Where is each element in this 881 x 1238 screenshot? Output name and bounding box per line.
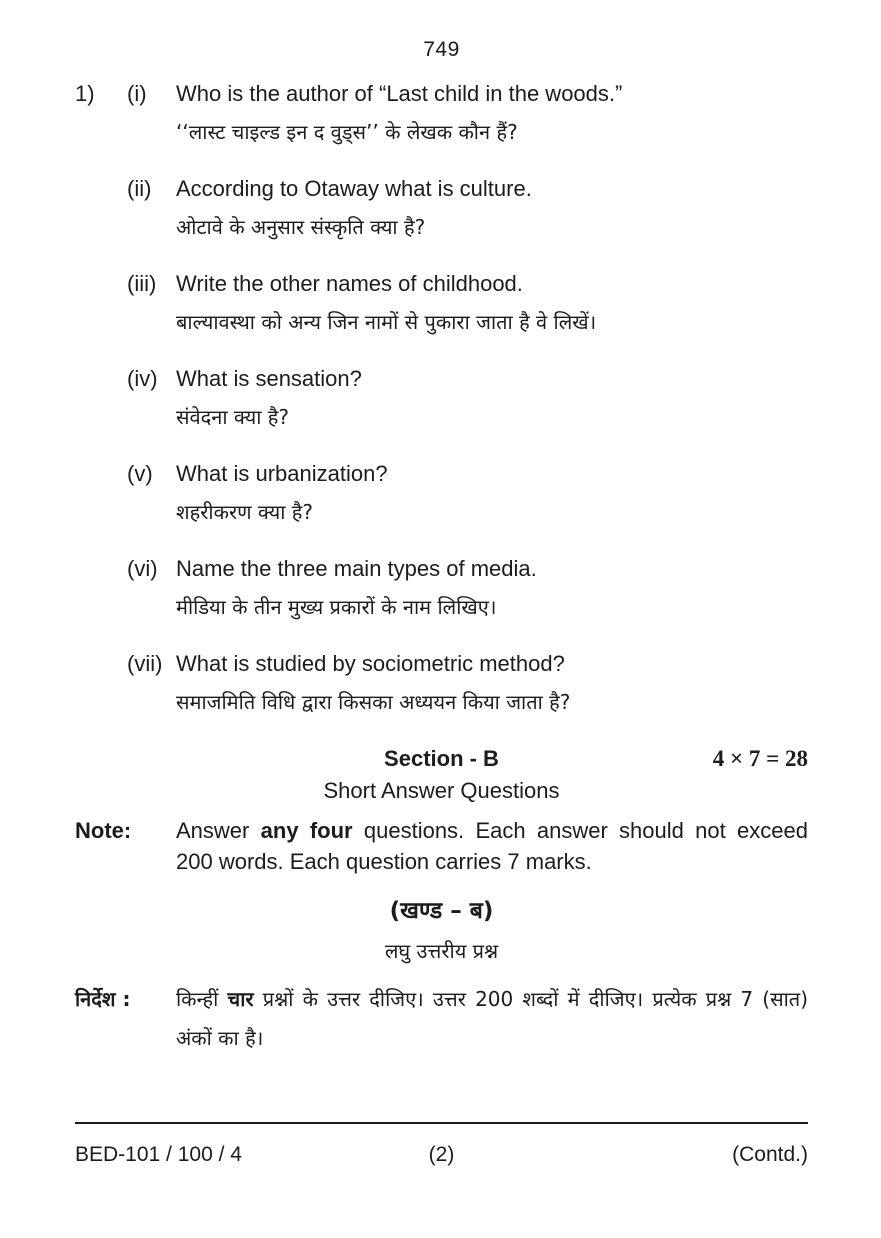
question-number-spacer <box>75 554 127 623</box>
question-text-hi: ‘‘लास्ट चाइल्ड इन द वुड्स’’ के लेखक कौन हैं? <box>176 120 518 144</box>
question-text-en: Who is the author of “Last child in the woods.” <box>176 81 623 106</box>
footer-paper-code: BED-101 / 100 / 4 <box>75 1143 242 1166</box>
section-title: Section - B <box>384 746 499 771</box>
page-number-header: 749 <box>423 38 460 61</box>
question-number-spacer <box>75 174 127 243</box>
hindi-note-text <box>176 980 808 1058</box>
hindi-note-label: निर्देश : <box>75 987 131 1011</box>
subquestion-label: (vi) <box>127 556 158 581</box>
subquestion-label: (iii) <box>127 271 157 296</box>
question-text-en: What is studied by sociometric method? <box>176 651 565 676</box>
subquestion-row <box>75 649 808 718</box>
subquestion-row <box>75 174 808 243</box>
hindi-section-subtitle: लघु उत्तरीय प्रश्न <box>384 939 499 963</box>
subquestion-label: (i) <box>127 81 147 106</box>
question-number: 1) <box>75 81 95 106</box>
question-number-spacer <box>75 364 127 433</box>
question-number-spacer <box>75 459 127 528</box>
question-text-hi: बाल्यावस्था को अन्य जिन नामों से पुकारा जाता है वे लिखें। <box>176 310 597 334</box>
subquestion-label: (iv) <box>127 366 158 391</box>
hindi-note-part2: प्रश्नों के उत्तर दीजिए। उत्तर 200 शब्दों में दीजिए। प्रत्येक प्रश्न 7 (सात) अंकों का है। <box>176 987 809 1050</box>
question-text-hi: समाजमिति विधि द्वारा किसका अध्ययन किया जाता है? <box>176 690 571 714</box>
question-text-hi: ओटावे के अनुसार संस्कृति क्या है? <box>176 215 426 239</box>
question-number-spacer <box>75 269 127 338</box>
question-text-en: Write the other names of childhood. <box>176 271 523 296</box>
section-marks: 4 × 7 = 28 <box>712 746 808 771</box>
footer-rule <box>75 1122 808 1124</box>
hindi-note-row <box>75 980 808 1058</box>
subquestion-row <box>75 364 808 433</box>
note-row <box>75 815 808 877</box>
subquestion-row <box>75 269 808 338</box>
footer-contd: (Contd.) <box>732 1143 808 1166</box>
subquestion-label: (ii) <box>127 176 152 201</box>
hindi-note-part1: किन्हीं <box>176 987 219 1011</box>
subquestion-label: (v) <box>127 461 153 486</box>
question-text-en: Name the three main types of media. <box>176 556 537 581</box>
note-label: Note: <box>75 818 132 843</box>
hindi-note-bold: चार <box>227 987 254 1011</box>
question-text-hi: संवेदना क्या है? <box>176 405 289 429</box>
page-footer <box>75 1122 808 1168</box>
question-text-en: What is urbanization? <box>176 461 388 486</box>
question-text-en: What is sensation? <box>176 366 362 391</box>
subquestion-row <box>75 79 808 148</box>
subquestion-row <box>75 459 808 528</box>
note-text <box>176 815 808 877</box>
note-text-part1: Answer <box>176 818 250 843</box>
note-text-part2: questions. Each answer should not exceed 200 words. Each question carries 7 marks. <box>176 818 808 874</box>
question-text-hi: शहरीकरण क्या है? <box>176 500 314 524</box>
footer-page-number: (2) <box>428 1143 455 1166</box>
subquestion-label: (vii) <box>127 651 163 676</box>
subquestion-row <box>75 554 808 623</box>
note-text-bold: any four <box>260 818 353 843</box>
question-number-spacer <box>75 649 127 718</box>
section-subtitle: Short Answer Questions <box>323 778 560 803</box>
hindi-section-title: (खण्ड – ब) <box>389 898 494 924</box>
question-text-hi: मीडिया के तीन मुख्य प्रकारों के नाम लिखिए। <box>176 595 497 619</box>
question-text-en: According to Otaway what is culture. <box>176 176 532 201</box>
section-b-header <box>75 744 808 806</box>
